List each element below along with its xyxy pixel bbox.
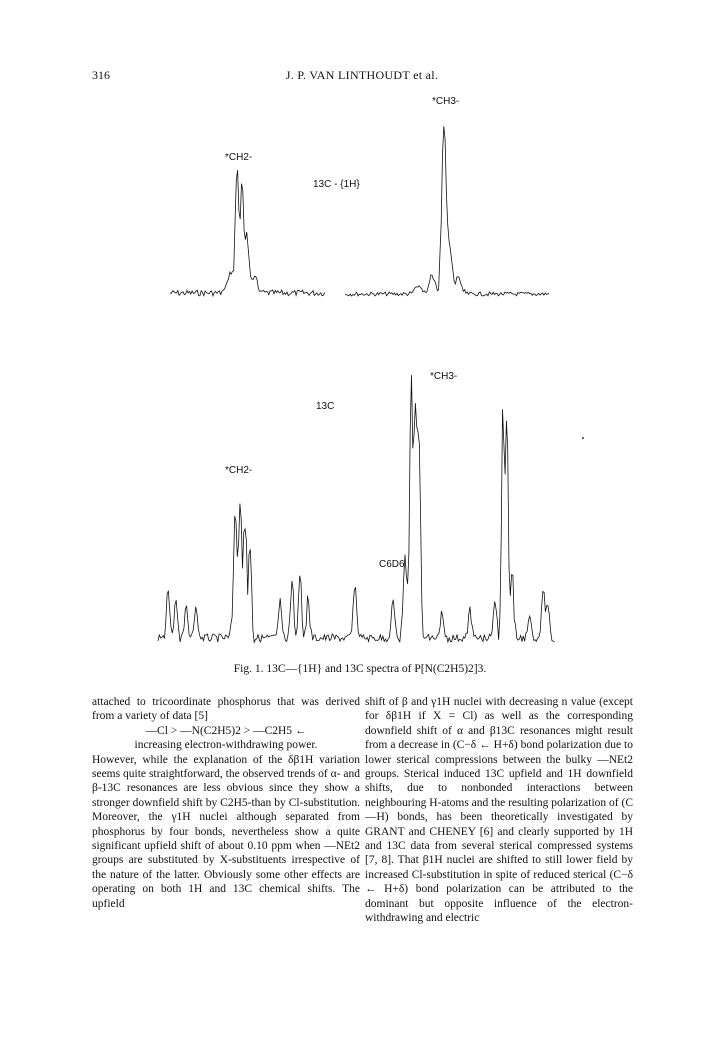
- bottom-trace: [158, 375, 555, 642]
- top-ch3-label: *CH3-: [432, 96, 460, 107]
- top-ch3-trace: [345, 126, 549, 296]
- top-ch2-label: *CH2-: [225, 152, 253, 163]
- bottom-spectrum: [158, 375, 555, 642]
- scheme-caption: increasing electron-withdrawing power.: [134, 739, 318, 752]
- left-paragraph-1: attached to tricoordinate phosphorus that was derived from a variety of data [5]: [92, 696, 360, 723]
- bottom-13c-label: 13C: [316, 401, 335, 412]
- top-ch2-trace: [170, 170, 325, 296]
- bottom-c6d6-label: C6D6: [379, 559, 405, 570]
- bottom-ch3-label: *CH3-: [430, 371, 458, 382]
- figure-caption: Fig. 1. 13C—{1H} and 13C spectra of P[N(C2H5)2]3.: [233, 663, 487, 675]
- page-header: [92, 68, 632, 88]
- right-column: [365, 695, 633, 926]
- spectra-drawing: [150, 86, 570, 661]
- left-column: [92, 695, 360, 911]
- running-head: J. P. VAN LINTHOUDT et al.: [285, 68, 439, 82]
- stray-dot: [582, 437, 584, 439]
- top-title-label: 13C - {1H}: [313, 179, 360, 190]
- scheme-line: —Cl > —N(C2H5)2 > —C2H5 ←: [145, 724, 307, 737]
- page-number: 316: [92, 68, 110, 82]
- right-paragraph: shift of β and γ1H nuclei with decreasing n value (except for δβ1H if X = Cl) as well as the corresponding downfield shift of α and β13C resonances might result from a decrease in (C−δ ← H+δ) bond polarization due to lower sterical compressions between the bulky —NEt2 groups. Sterical induced 13C upfield and 1H downfield shifts, due to nonbonded interactions between neighbouring H-atoms and the resulting polarization of (C—H) bonds, has been theoretically investigated by GRANT and CHENEY [6] and clearly supported by 1H and 13C data from several sterical compressed systems [7, 8]. That β1H nuclei are shifted to still lower field by increased Cl-substitution in spite of reduced sterical (C−δ ← H+δ) bond polarization can be attributed to the dominant but opposite influence of the electron-withdrawing and electric: [365, 696, 633, 925]
- nmr-figure: [150, 86, 570, 661]
- bottom-ch2-label: *CH2-: [225, 465, 253, 476]
- left-paragraph-2: However, while the explanation of the δβ1H variation seems quite straightforward, the observed trends of α- and β-13C resonances are less obvious since they show a stronger downfield shift by C2H5-than by Cl-substitution. Moreover, the γ1H nuclei although separated from phosphorus by four bonds, nevertheless show a quite significant upfield shift of about 0.10 ppm when —NEt2 groups are substituted by X-substituents irrespective of the nature of the latter. Obviously some other effects are operating on both 1H and 13C chemical shifts. The upfield: [92, 753, 360, 910]
